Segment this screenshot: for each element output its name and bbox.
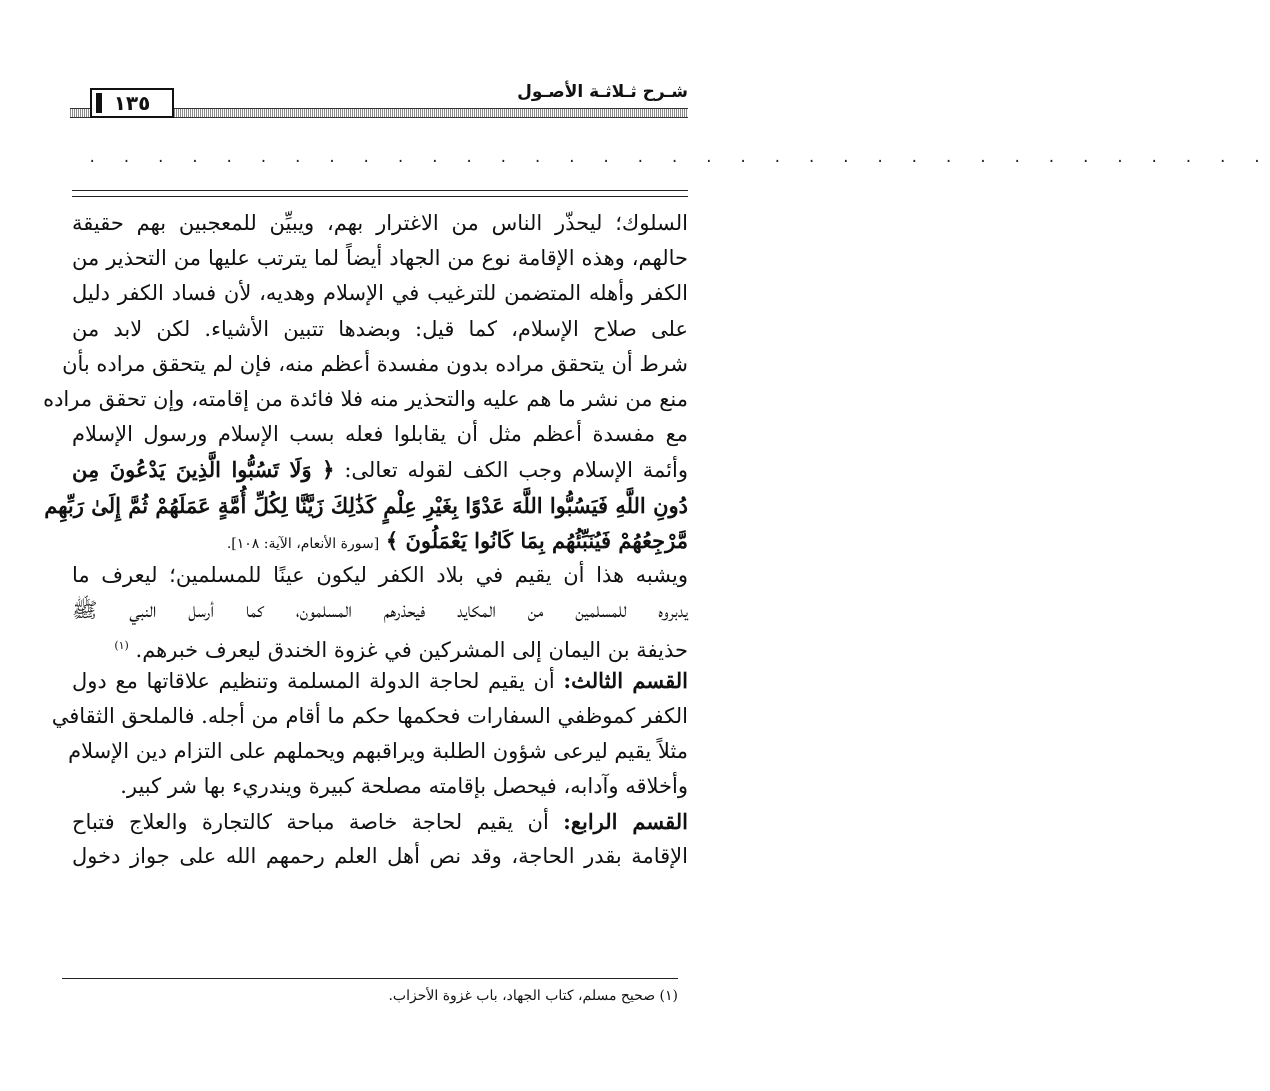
- text-line: [72, 523, 688, 558]
- text-run: وأئمة الإسلام وجب الكف لقوله تعالى:: [344, 458, 688, 483]
- text-line: السلوك؛ ليحذّر الناس من الاغترار بهم، ويبيِّن للمعجبين بهم حقيقة: [72, 211, 688, 235]
- text-run: أن يقيم لحاجة الدولة المسلمة وتنظيم علاقاتها مع دول: [72, 669, 555, 694]
- text-line: على صلاح الإسلام، كما قيل: وبضدها تتبين الأشياء. لكن لابد من: [72, 316, 688, 341]
- page-number: ١٣٥: [113, 91, 151, 115]
- section-rule: [72, 190, 688, 197]
- text-line: شرط أن يتحقق مراده بدون مفسدة أعظم منه، فإن لم يتحقق مراده بأن: [62, 351, 688, 376]
- verse-citation: [سورة الأنعام، الآية: ١٠٨].: [226, 535, 380, 552]
- footnote-marker: (١): [114, 639, 129, 653]
- book-title: شـرح ثـلاثـة الأصـول: [517, 82, 688, 102]
- text-line: الكفر كموظفي السفارات فحكمها حكم ما أقام من أجله. فالملحق الثقافي: [51, 703, 688, 728]
- quran-verse-line: دُونِ اللَّهِ فَيَسُبُّوا اللَّهَ عَدْوًا بِغَيْرِ عِلْمٍ كَذَٰلِكَ زَيَّنَّا لِكُلِّ أُمَّةٍ عَمَلَهُمْ ثُمَّ إِلَىٰ رَبِّهِم: [44, 492, 688, 518]
- page-number-box: [90, 88, 174, 118]
- text-run: حذيفة بن اليمان إلى المشركين في غزوة الخندق ليعرف خبرهم.: [135, 638, 688, 663]
- footnote: (١) صحيح مسلم، كتاب الجهاد، باب غزوة الأحزاب.: [388, 988, 678, 1004]
- text-line: وأخلاقه وآدابه، فيحصل بإقامته مصلحة كبيرة ويندريء بها شر كبير.: [120, 774, 688, 798]
- section-label: القسم الثالث:: [563, 668, 688, 694]
- text-line: منع من نشر ما هم عليه والتحذير منه فلا فائدة من إقامته، وإن تحقق مراده: [43, 386, 688, 411]
- text-line: الكفر وأهله المتضمن للترغيب في الإسلام وهديه، لأن فساد الكفر دليل: [72, 281, 688, 306]
- text-line: ويشبه هذا أن يقيم في بلاد الكفر ليكون عينًا للمسلمين؛ ليعرف ما: [72, 562, 688, 587]
- section-label: القسم الرابع:: [563, 809, 688, 835]
- quran-verse: مَّرْجِعُهُمْ فَيُنَبِّئُهُم بِمَا كَانُوا يَعْمَلُونَ ﴾: [385, 527, 688, 553]
- text-line: [72, 663, 688, 698]
- separator-dots: . . . . . . . . . . . . . . . . . . . . . . . . . . . . . . . . . . .: [88, 150, 1270, 166]
- text-line: يدبروه للمسلمين من المكايد فيحذرهم المسلمون، كما أرسل النبي ﷺ: [72, 598, 688, 623]
- quran-verse: ﴿ وَلَا تَسُبُّوا الَّذِينَ يَدْعُونَ مِن: [72, 457, 335, 483]
- text-line: [72, 804, 688, 839]
- text-line: مع مفسدة أعظم مثل أن يقابلوا فعله بسب الإسلام ورسول الإسلام: [72, 422, 688, 447]
- text-line: [72, 628, 688, 663]
- footnote-rule: [62, 978, 678, 979]
- text-line: الإقامة بقدر الحاجة، وقد نص أهل العلم رحمهم الله على جواز دخول: [72, 844, 688, 869]
- running-header: [70, 78, 688, 118]
- text-run: أن يقيم لحاجة خاصة مباحة كالتجارة والعلاج فتباح: [72, 810, 549, 835]
- text-line: مثلاً يقيم ليرعى شؤون الطلبة ويراقبهم ويحملهم على التزام دين الإسلام: [68, 738, 688, 763]
- main-text: [43, 206, 688, 875]
- text-line: [72, 452, 688, 487]
- text-line: حالهم، وهذه الإقامة نوع من الجهاد أيضاً لما يترتب عليها من التحذير من: [72, 246, 688, 271]
